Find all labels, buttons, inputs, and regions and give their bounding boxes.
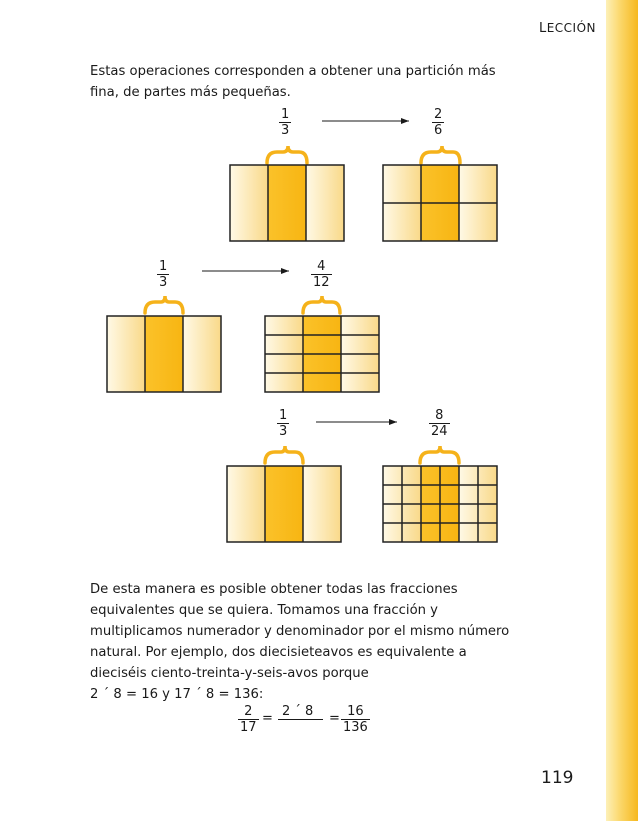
rect-row1-sixths <box>383 165 497 241</box>
rect-row3-thirds <box>227 466 341 542</box>
denominator: 3 <box>159 275 168 290</box>
brace-row1-left <box>267 146 307 163</box>
rect-row1-thirds <box>230 165 344 241</box>
intro-paragraph: Estas operaciones corresponden a obtener una partición más fina, de partes más pequeñas. <box>90 64 496 100</box>
denominator: 17 <box>240 720 257 735</box>
equals-sign-2: = <box>329 711 340 726</box>
page-number: 119 <box>541 768 574 788</box>
numerator: 8 <box>429 408 450 424</box>
brace-row1-right <box>421 146 460 163</box>
denominator: 12 <box>313 275 330 290</box>
denominator: 24 <box>431 424 448 439</box>
brace-row3-left <box>265 446 303 463</box>
rect-row2-twelfths <box>265 316 379 392</box>
equals-sign-1: = <box>262 711 273 726</box>
explanation-text: De esta manera es posible obtener todas las fracciones equivalentes que se quiera. Tomamos una fracción y multiplicamos numerador y denominador por el mismo número natural. Por ejemplo, dos diecisieteavos es equivalente a dieciséis ciento-treinta-y-seis-avos porque <box>90 582 510 681</box>
header-initial: L <box>538 21 547 36</box>
equation-fraction-3 <box>341 704 370 735</box>
brace-row2-right <box>303 296 340 313</box>
numerator: 1 <box>159 259 168 274</box>
numerator: 2 ´ 8 <box>278 704 323 720</box>
numerator: 4 <box>311 259 332 275</box>
equation-fraction-2 <box>278 704 323 720</box>
denominator: 136 <box>343 720 368 735</box>
denominator: 3 <box>279 424 288 439</box>
explanation-paragraph <box>90 579 520 705</box>
numerator: 2 <box>434 107 443 122</box>
header-rest: ECCIÓN <box>546 21 596 35</box>
rect-row3-twentyfourths <box>383 466 497 542</box>
numerator: 16 <box>341 704 370 720</box>
brace-row3-right <box>420 446 459 463</box>
brace-row2-left <box>145 296 183 313</box>
numerator: 1 <box>279 408 288 423</box>
numerator: 1 <box>281 107 290 122</box>
numerator: 2 <box>238 704 259 720</box>
denominator: 6 <box>434 123 443 138</box>
explanation-last-line: 2 ´ 8 = 16 y 17 ´ 8 = 136: <box>90 687 264 702</box>
rect-row2-thirds <box>107 316 221 392</box>
equation-fraction-1 <box>238 704 259 735</box>
denominator: 3 <box>281 123 290 138</box>
